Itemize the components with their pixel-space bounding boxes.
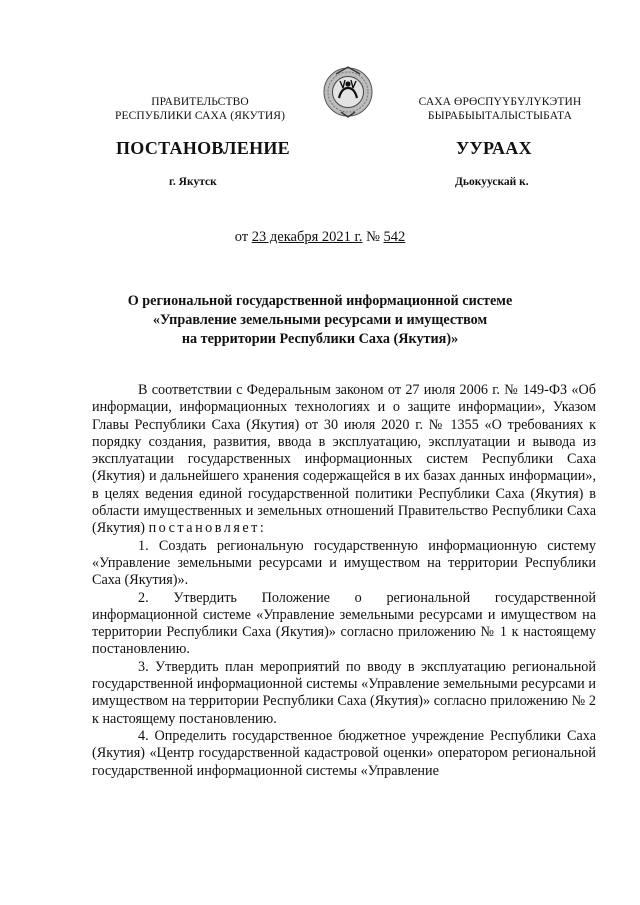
document-body (92, 382, 596, 780)
issuer-ru (100, 95, 300, 123)
date-number-line (0, 229, 640, 246)
doc-type-ru: ПОСТАНОВЛЕНИЕ (116, 138, 290, 158)
item-3: 3. Утвердить план мероприятий по вводу в эксплуатацию региональной государственной информационной системы «Управление земельными ресурсами и имуществом на территории Республики Саха (Якутия)» согласно приложению № 2 к настоящему постановлению. (92, 658, 596, 727)
decree-word: постановляет: (148, 520, 267, 537)
coat-of-arms-emblem (323, 64, 373, 120)
date-value: 23 декабря 2021 г. (251, 229, 363, 245)
issuer-ru-line1: ПРАВИТЕЛЬСТВО (151, 96, 249, 108)
intro-text: В соответствии с Федеральным законом от 27 июля 2006 г. № 149-ФЗ «Об информации, информационных технологиях и о защите информации», Указом Главы Республики Саха (Якутия) от 30 июля 2020 г. № 1355 «О требованиях к порядку создания, развития, ввода в эксплуатацию, эксплуатации и вывода из эксплуатации государственных информационных систем Республики Саха (Якутия) и дальнейшего хранения содержащейся в их базах данных информации», в целях ведения единой государственной политики Республики Саха (Якутия) в области имущественных и земельных отношений Правительство Республики Саха (Якутия) (92, 382, 596, 537)
doc-type-sah: УУРААХ (456, 138, 532, 158)
city-sah: Дьокуускай к. (455, 176, 529, 188)
document-subject (80, 292, 560, 349)
intro-paragraph (92, 382, 596, 538)
subject-line-2: «Управление земельными ресурсами и имуществом (152, 312, 488, 328)
issuer-sah (400, 95, 600, 123)
number-value: 542 (383, 229, 406, 245)
date-prefix: от (234, 229, 252, 245)
number-prefix: № (362, 229, 384, 245)
city-ru: г. Якутск (169, 176, 217, 188)
subject-line-1: О региональной государственной информационной системе (127, 293, 513, 309)
subject-line-3: на территории Республики Саха (Якутия)» (181, 331, 459, 347)
issuer-sah-line2: БЫРАБЫЫТАЛЫСТЫБАТА (427, 110, 573, 122)
issuer-sah-line1: САХА ӨРӨСПҮҮБҮЛҮКЭТИН (418, 96, 582, 108)
issuer-ru-line2: РЕСПУБЛИКИ САХА (ЯКУТИЯ) (114, 110, 285, 122)
item-4: 4. Определить государственное бюджетное учреждение Республики Саха (Якутия) «Центр государственной кадастровой оценки» оператором региональной государственной информационной системы «Управление (92, 727, 596, 779)
item-1: 1. Создать региональную государственную информационную систему «Управление земельными ресурсами и имуществом на территории Республики Саха (Якутия)». (92, 537, 596, 589)
item-2: 2. Утвердить Положение о региональной государственной информационной системе «Управление земельными ресурсами и имуществом на территории Республики Саха (Якутия)» согласно приложению № 1 к настоящему постановлению. (92, 589, 596, 658)
